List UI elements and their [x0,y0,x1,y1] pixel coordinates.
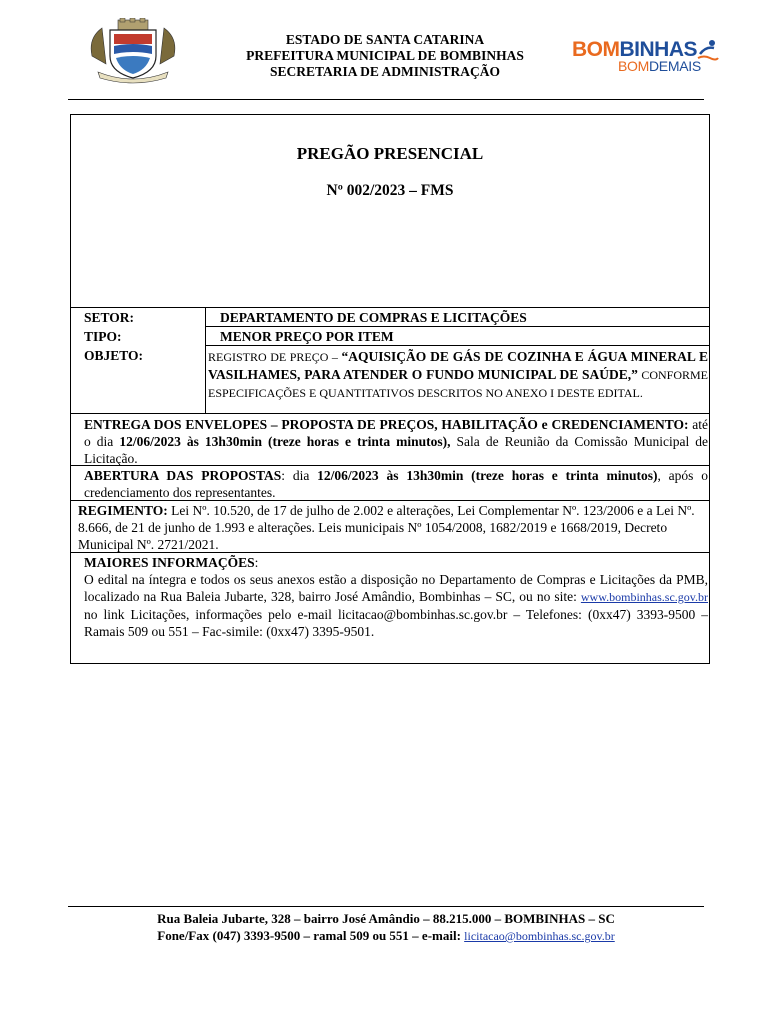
maiores-heading [84,554,708,571]
entrega-text: até o dia [84,417,708,449]
tipo-value: MENOR PREÇO POR ITEM [220,329,394,344]
entrega-paragraph [84,416,708,467]
header-prefecture: PREFEITURA MUNICIPAL DE BOMBINHAS [246,48,524,63]
maiores-paragraph [84,571,708,640]
maiores-contact: no link Licitações, informações pelo e-mail licitacao@bombinhas.sc.gov.br – Telefones: (0xx47) 3393-9500 – Ramais 509 ou 551 – Fac-simile: (0xx47) 3395-9501. [84,607,708,639]
logo-sub-b: DEMAIS [649,58,701,74]
bombinhas-logo [572,38,722,78]
setor-label: SETOR: [84,310,135,325]
table-rule [205,345,710,346]
table-top-rule [70,307,710,308]
maiores-colon: : [254,555,259,570]
regimento-text: Lei Nº. 10.520, de 17 de julho de 2.002 e alterações, Lei Complementar Nº. 123/2006 e a Lei Nº. 8.666, de 21 de junho de 1.993 e alterações. Leis municipais Nº 1054/2008, 1682/2019 e 1668/2019, Decreto Municipal Nº. 2721/2021. [78,503,695,552]
tipo-label: TIPO: [84,329,122,344]
regimento-paragraph [78,502,708,553]
maiores-text: O edital na íntegra e todos os seus anexos estão a disposição no Departamento de Compras e Licitações da PMB, localizado na Rua Baleia Jubarte, 328, bairro José Amândio, Bombinhas – SC, ou no site: [84,572,708,604]
header-state: ESTADO DE SANTA CATARINA [285,32,485,47]
header-text [210,32,560,80]
website-link[interactable]: www.bombinhas.sc.gov.br [580,590,708,604]
footer-contact [68,927,704,945]
setor-value: DEPARTAMENTO DE COMPRAS E LICITAÇÕES [220,310,527,325]
footer-email-link[interactable]: licitacao@bombinhas.sc.gov.br [464,929,615,943]
objeto-prefix: REGISTRO DE PREÇO – [208,350,342,364]
header-divider [68,99,704,100]
abertura-heading: ABERTURA DAS PROPOSTAS [84,468,282,483]
entrega-heading: ENTREGA DOS ENVELOPES – PROPOSTA DE PREÇOS, HABILITAÇÃO e CREDENCIAMENTO: [84,417,689,432]
maiores-heading-text: MAIORES INFORMAÇÕES [84,555,255,570]
document-title: PREGÃO PRESENCIAL [296,144,484,163]
logo-word-b: BINHAS [619,38,698,61]
objeto-value [208,348,708,402]
document-number: Nº 002/2023 – FMS [326,182,454,199]
logo-sub-a: BOM [618,58,649,74]
logo-word-a: BOM [572,38,620,61]
footer-address: Rua Baleia Jubarte, 328 – bairro José Amândio – 88.215.000 – BOMBINHAS – SC [157,911,615,926]
header-secretariat: SECRETARIA DE ADMINISTRAÇÃO [269,64,501,79]
swimmer-icon [696,38,720,62]
footer-divider [68,906,704,907]
table-rule [70,413,710,414]
abertura-text: : dia [281,468,318,483]
entrega-location: Sala de Reunião da Comissão Municipal de Licitação. [84,434,709,466]
regimento-heading: REGIMENTO: [78,503,168,518]
municipal-coat-of-arms [88,18,178,84]
table-column-rule [205,307,206,413]
abertura-paragraph [84,467,708,501]
abertura-date: 12/06/2023 às 13h30min (treze horas e trinta minutos) [317,468,658,483]
objeto-suffix: CONFORME ESPECIFICAÇÕES E QUANTITATIVOS DESCRITOS NO ANEXO I DESTE EDITAL. [208,368,708,400]
table-rule [205,326,710,327]
objeto-label: OBJETO: [84,348,144,363]
abertura-note: , após o credenciamento dos representantes. [84,468,709,500]
objeto-bold: “AQUISIÇÃO DE GÁS DE COZINHA E ÁGUA MINERAL E VASILHAMES, PARA ATENDER O FUNDO MUNICIPAL DE SAÚDE,” [208,349,709,382]
entrega-date: 12/06/2023 às 13h30min (treze horas e trinta minutos), [119,434,451,449]
footer-phone: Fone/Fax (047) 3393-9500 – ramal 509 ou 551 – e-mail: [157,928,465,943]
footer [68,910,704,945]
